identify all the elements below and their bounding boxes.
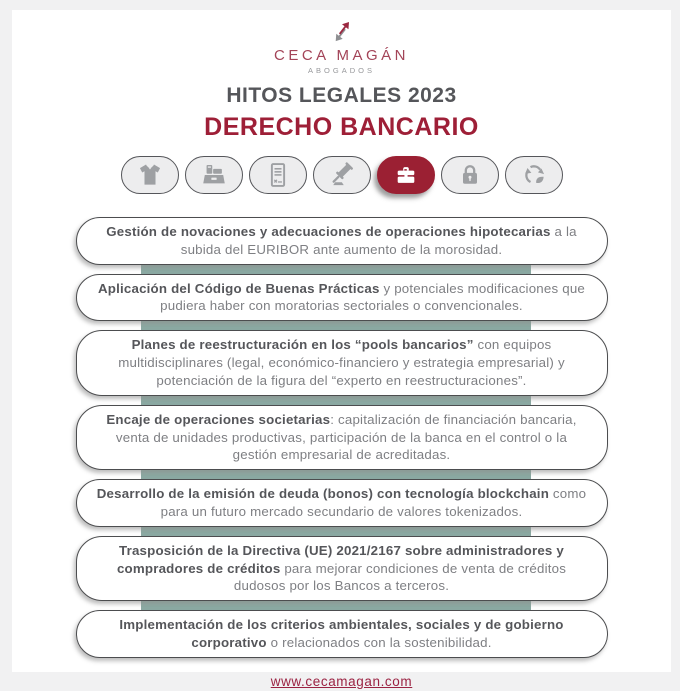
icon-nav [121,156,563,194]
milestone-text-bold: Planes de reestructuración en los “pools bancarios” [131,337,474,353]
nav-pill-contract[interactable] [249,156,307,194]
milestone-text: para mejorar condiciones de venta de créditos dudosos por los Bancos a terceros. [233,560,567,594]
briefcase-icon [392,161,420,189]
nav-pill-gavel[interactable] [313,156,371,194]
milestone-text-bold: Encaje de operaciones societarias [106,411,331,427]
milestone-text-bold: Gestión de novaciones y adecuaciones de operaciones hipotecarias [106,224,551,239]
milestone-box [76,405,608,470]
nav-pill-recycle-leaf[interactable] [505,156,563,194]
milestone-text: como para un futuro mercado secundario de valores tokenizados. [160,486,587,519]
nav-pill-briefcase[interactable] [377,156,435,194]
milestone-box [76,536,608,601]
nav-pill-polo-shirt[interactable] [121,156,179,194]
gavel-icon [328,161,356,189]
logo-wordmark: CECA MAGÁN [273,47,410,64]
nav-pill-padlock[interactable] [441,156,499,194]
cash-register-icon [200,161,228,189]
crossed-arrows-icon [327,18,357,46]
logo-tagline: ABOGADOS [308,66,375,75]
footer [271,673,413,691]
logo [274,18,409,75]
polo-shirt-icon [136,161,164,189]
padlock-icon [456,161,484,189]
milestone-text: y potenciales modificaciones que pudiera haber con moratorias sectoriales o convencionales. [160,280,586,314]
milestone-text: o relacionados con la sostenibilidad. [266,635,492,650]
website-link[interactable]: www.cecamagan.com [270,673,413,689]
contract-icon [264,161,292,189]
milestone-text: : capitalización de financiación bancaria, venta de unidades productivas, participación de la banca en el control o la gestión empresarial de acreditadas. [115,411,577,463]
recycle-leaf-icon [520,161,548,189]
milestones [76,217,608,658]
milestone-text: con equipos multidisciplinares (legal, económico-financiero y estrategia empresarial) y potenciación de la figura del “experto en reestructuraciones”. [118,337,565,388]
milestone-box [76,330,608,395]
page-subtitle: DERECHO BANCARIO [204,113,479,141]
milestone-text-bold: Trasposición de la Directiva (UE) 2021/2167 sobre administradores y compradores de créditos [116,542,564,576]
infographic-card [12,10,671,689]
milestone-box [76,217,608,265]
milestone-text: a la subida del EURIBOR ante aumento de la morosidad. [180,224,577,257]
milestone-text-bold: Desarrollo de la emisión de deuda (bonos) con tecnología blockchain [96,486,550,502]
page-title: HITOS LEGALES 2023 [226,84,457,107]
milestone-box [76,479,608,527]
milestone-box [76,274,608,322]
milestone-text-bold: Aplicación del Código de Buenas Prácticas [97,280,380,296]
milestone-box [76,610,608,658]
milestone-text-bold: Implementación de los criterios ambientales, sociales y de gobierno corporativo [119,617,564,650]
nav-pill-cash-register[interactable] [185,156,243,194]
